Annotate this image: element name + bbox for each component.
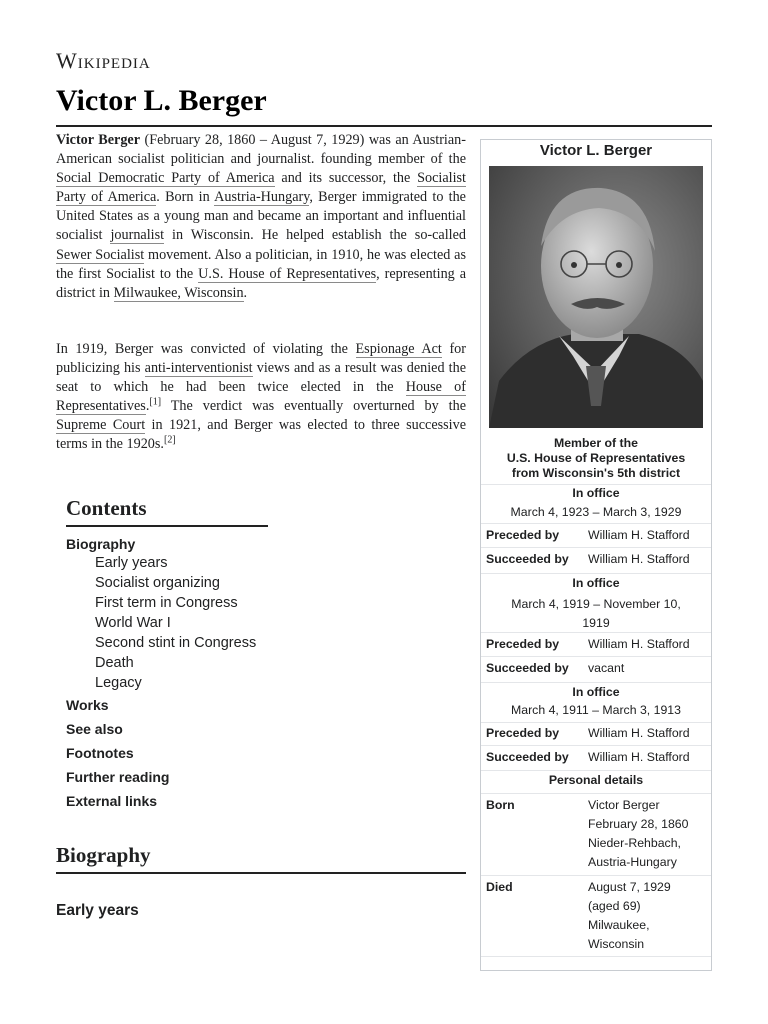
infobox-divider [481, 745, 711, 746]
table-of-contents [66, 496, 276, 813]
section-divider [56, 872, 466, 874]
died-value [588, 878, 708, 954]
text-run: and its successor, the [274, 170, 418, 187]
succeeded-by-label: Succeeded by [486, 552, 569, 566]
inline-link[interactable]: Espionage Act [355, 341, 442, 357]
inline-link[interactable]: anti-interventionist [144, 360, 253, 377]
toc-list [66, 535, 276, 813]
office-line: Member of the [553, 436, 639, 450]
text-run: In 1919, Berger was convicted of violating the [56, 341, 356, 357]
toc-item[interactable]: Footnotes [66, 745, 134, 761]
toc-item[interactable]: Death [95, 655, 134, 671]
subject-name: Victor Berger [56, 132, 141, 148]
toc-item[interactable]: Second stint in Congress [95, 635, 257, 651]
born-line: Austria-Hungary [588, 855, 677, 869]
died-label: Died [486, 880, 513, 894]
born-line: Victor Berger [588, 798, 660, 812]
born-value [588, 796, 708, 872]
inline-link[interactable]: Sewer Socialist [56, 246, 145, 263]
term-dates [481, 595, 711, 633]
subsection-heading-early-years: Early years [56, 902, 139, 919]
toc-item[interactable]: Further reading [66, 769, 170, 785]
title-divider [56, 125, 712, 127]
inline-link[interactable]: Social Democratic Party of America [56, 170, 275, 187]
toc-item[interactable]: World War I [95, 615, 171, 631]
text-run: , representing a district in [56, 265, 467, 301]
lead-paragraph-2 [56, 340, 466, 455]
text-run: . [243, 284, 248, 301]
text-run: The verdict was eventually overturned by the [161, 398, 466, 415]
text-run: , Berger immigrated to the United States as a young man and became an important and influential socialist [56, 189, 466, 244]
preceded-by-label: Preceded by [486, 726, 560, 740]
text-run: . Born in [156, 189, 215, 206]
died-line[interactable]: Wisconsin [588, 937, 645, 951]
inline-link[interactable]: Milwaukee, Wisconsin [113, 284, 244, 301]
inline-link[interactable]: journalist [110, 227, 165, 244]
text-run: for publicizing his [56, 341, 466, 377]
infobox-divider [481, 573, 711, 574]
text-run: in 1921, and Berger was elected to three successive terms in the 1920s. [56, 417, 467, 453]
died-line: August 7, 1929 [588, 880, 671, 894]
died-line[interactable]: Milwaukee, [588, 918, 650, 932]
succeeded-by-value[interactable]: William H. Stafford [588, 750, 690, 764]
text-run: in Wisconsin. He helped establish the so-called [164, 227, 467, 244]
term-dates: March 4, 1923 – March 3, 1929 [510, 505, 682, 519]
toc-item[interactable]: Early years [95, 555, 168, 571]
infobox [480, 139, 712, 971]
infobox-divider [481, 484, 711, 485]
text-run: views and as a result was denied the seat to which he had been twice elected in the [56, 360, 467, 396]
toc-item[interactable]: Works [66, 697, 109, 713]
personal-details-heading: Personal details [548, 773, 644, 787]
infobox-divider [481, 956, 711, 957]
toc-item[interactable]: Legacy [95, 675, 142, 691]
infobox-divider [481, 547, 711, 548]
inline-link[interactable]: U.S. House of Representatives [198, 265, 377, 282]
in-office-heading: In office [572, 576, 620, 590]
portrait-photo[interactable] [489, 166, 703, 428]
text-run: (February 28, 1860 – August 7, 1929) was an Austrian-American socialist politician and journalist. founding member of the [56, 132, 466, 168]
preceded-by-value[interactable]: William H. Stafford [588, 528, 690, 542]
infobox-divider [481, 656, 711, 657]
born-line: Nieder-Rehbach, [588, 836, 681, 850]
in-office-heading: In office [572, 486, 620, 500]
succeeded-by-label: Succeeded by [486, 661, 569, 675]
text-run: . [145, 398, 150, 415]
term-dates-line: 1919 [582, 616, 610, 630]
toc-item[interactable]: Socialist organizing [95, 575, 220, 591]
born-line: February 28, 1860 [588, 817, 689, 831]
toc-item[interactable]: First term in Congress [95, 595, 238, 611]
term-dates-line: March 4, 1919 – November 10, [511, 597, 681, 611]
born-label: Born [486, 798, 515, 812]
infobox-divider [481, 722, 711, 723]
inline-link[interactable]: House of Representatives [56, 379, 466, 415]
succeeded-by-value: vacant [588, 661, 625, 675]
office-title [481, 436, 711, 481]
preceded-by-label: Preceded by [486, 528, 560, 542]
preceded-by-value[interactable]: William H. Stafford [588, 726, 690, 740]
office-line[interactable]: U.S. House of Representatives [506, 451, 686, 465]
infobox-title: Victor L. Berger [539, 142, 653, 159]
infobox-divider [481, 632, 711, 633]
toc-item[interactable]: See also [66, 721, 123, 737]
toc-item[interactable]: Biography [66, 536, 136, 552]
infobox-divider [481, 682, 711, 683]
toc-item[interactable]: External links [66, 793, 158, 809]
wikipedia-wordmark[interactable]: Wikipedia [56, 48, 151, 73]
section-heading-biography: Biography [56, 843, 151, 867]
infobox-divider [481, 523, 711, 524]
died-line: (aged 69) [588, 899, 641, 913]
citation-link[interactable]: [1] [149, 396, 162, 408]
infobox-divider [481, 770, 711, 771]
portrait-image [489, 166, 703, 428]
inline-link[interactable]: Austria-Hungary [214, 189, 310, 206]
preceded-by-label: Preceded by [486, 637, 560, 651]
succeeded-by-value[interactable]: William H. Stafford [588, 552, 690, 566]
preceded-by-value[interactable]: William H. Stafford [588, 637, 690, 651]
inline-link[interactable]: Supreme Court [56, 417, 146, 434]
text-run: movement. Also a politician, in 1910, he was elected as the first Socialist to the [56, 246, 467, 282]
infobox-divider [481, 793, 711, 794]
office-line[interactable]: from Wisconsin's 5th district [511, 466, 681, 480]
succeeded-by-label: Succeeded by [486, 750, 569, 764]
lead-paragraph-1 [56, 131, 466, 303]
in-office-heading: In office [572, 685, 620, 699]
contents-heading: Contents [66, 496, 268, 527]
citation-link[interactable]: [2] [163, 434, 176, 446]
inline-link[interactable]: Socialist Party of America [56, 170, 466, 206]
page-title: Victor L. Berger [56, 84, 267, 117]
infobox-divider [481, 875, 711, 876]
term-dates: March 4, 1911 – March 3, 1913 [511, 703, 681, 717]
